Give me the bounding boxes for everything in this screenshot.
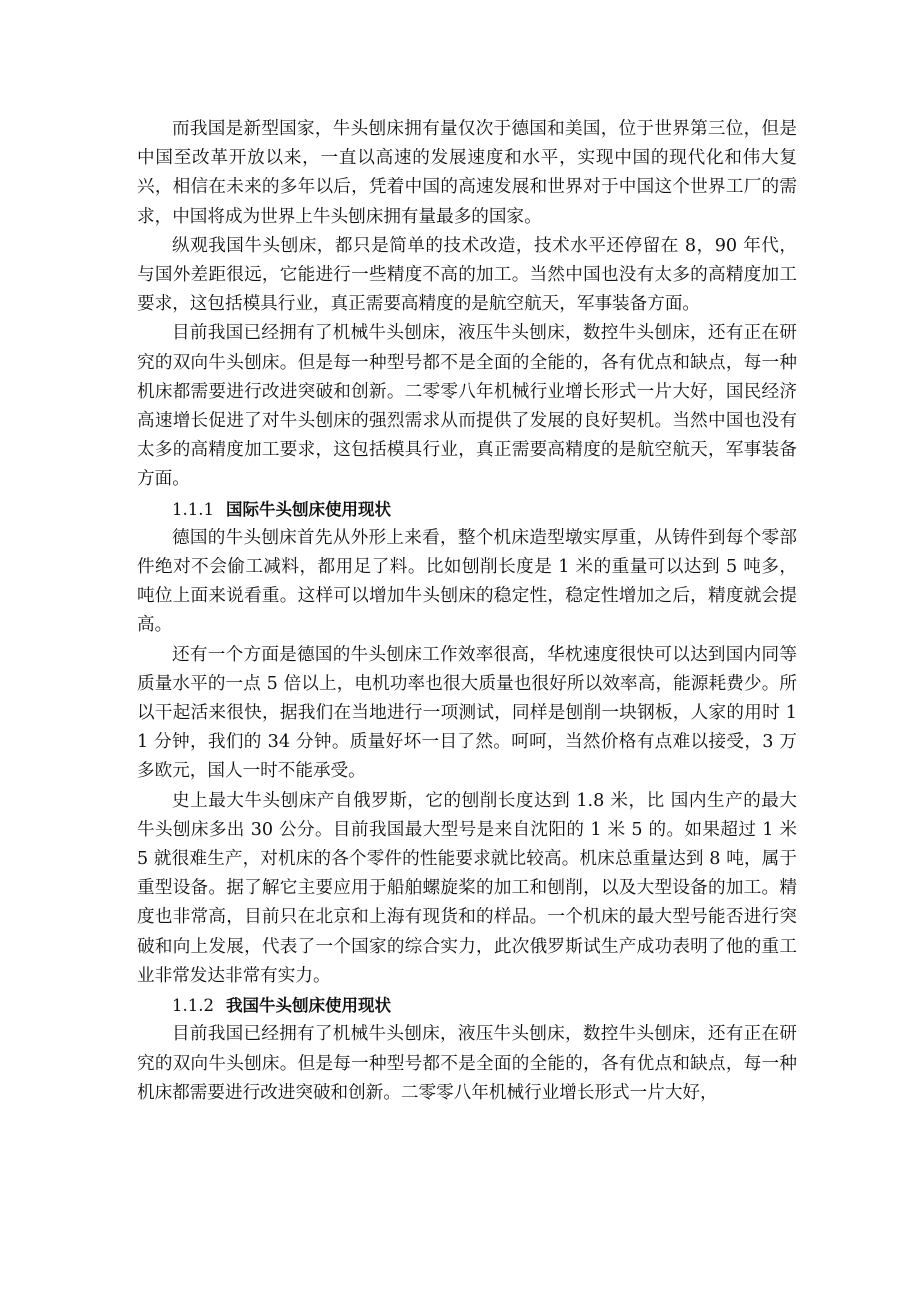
paragraph-russia-largest: 史上最大牛头刨床产自俄罗斯，它的刨削长度达到 1.8 米，比 国内生产的最大牛头刨床多出 30 公分。目前我国最大型号是来自沈阳的 1 米 5 的。如果超过 1 米 5 就很难生产，对机床的各个零件的性能要求就比较高。机床总重量达到 8 吨，属于重型设备。据了解它主要应用于船舶螺旋桨的加工和刨削，以及大型设备的加工。精度也非常高，目前只在北京和上海有现货和的样品。一个机床的最大型号能否进行突破和向上发展，代表了一个国家的综合实力，此次俄罗斯试生产成功表明了他的重工业非常发达非常有实力。 (137, 790, 797, 986)
paragraph-current-types: 目前我国已经拥有了机械牛头刨床，液压牛头刨床，数控牛头刨床，还有正在研究的双向牛头刨床。但是每一种型号都不是全面的全能的，各有优点和缺点，每一种机床都需要进行改进突破和创新。二零零八年机械行业增长形式一片大好，国民经济高速增长促进了对牛头刨床的强烈需求从而提供了发展的良好契机。当然中国也没有太多的高精度加工要求，这包括模具行业，真正需要高精度的是航空航天，军事装备方面。 (137, 323, 797, 490)
document-page (137, 115, 797, 1108)
paragraph-technology-level: 纵观我国牛头刨床，都只是简单的技术改造，技术水平还停留在 8，90 年代，与国外差距很远，它能进行一些精度不高的加工。当然中国也没有太多的高精度加工要求，这包括模具行业，真正需要高精度的是航空航天，军事装备方面。 (137, 235, 797, 315)
section-number: 1.1.1 (172, 499, 214, 519)
section-title: 国际牛头刨床使用现状 (225, 499, 391, 519)
paragraph-germany-efficiency: 还有一个方面是德国的牛头刨床工作效率很高，华枕速度很快可以达到国内同等质量水平的一点 5 倍以上，电机功率也很大质量也很好所以效率高，能源耗费少。所以干起活来很快，据我们在当地进行一项测试，同样是刨削一块钢板，人家的用时 11 分钟，我们的 34 分钟。质量好坏一目了然。呵呵，当然价格有点难以接受，3 万多欧元，国人一时不能承受。 (137, 644, 797, 782)
section-heading-domestic (137, 991, 797, 1020)
paragraph-germany-build: 德国的牛头刨床首先从外形上来看，整个机床造型墩实厚重，从铸件到每个零部件绝对不会偷工减料，都用足了料。比如刨削长度是 1 米的重量可以达到 5 吨多，吨位上面来说看重。这样可以增加牛头刨床的稳定性，稳定性增加之后，精度就会提高。 (137, 527, 797, 636)
paragraph-world-ranking: 而我国是新型国家，牛头刨床拥有量仅次于德国和美国，位于世界第三位，但是中国至改革开放以来，一直以高速的发展速度和水平，实现中国的现代化和伟大复兴，相信在未来的多年以后，凭着中国的高速发展和世界对于中国这个世界工厂的需求，中国将成为世界上牛头刨床拥有量最多的国家。 (137, 119, 797, 227)
section-number: 1.1.2 (172, 996, 214, 1016)
paragraph-domestic-types: 目前我国已经拥有了机械牛头刨床，液压牛头刨床，数控牛头刨床，还有正在研究的双向牛头刨床。但是每一种型号都不是全面的全能的，各有优点和缺点，每一种机床都需要进行改进突破和创新。二零零八年机械行业增长形式一片大好， (137, 1024, 797, 1103)
section-title: 我国牛头刨床使用现状 (225, 996, 391, 1016)
section-heading-international (137, 495, 797, 524)
